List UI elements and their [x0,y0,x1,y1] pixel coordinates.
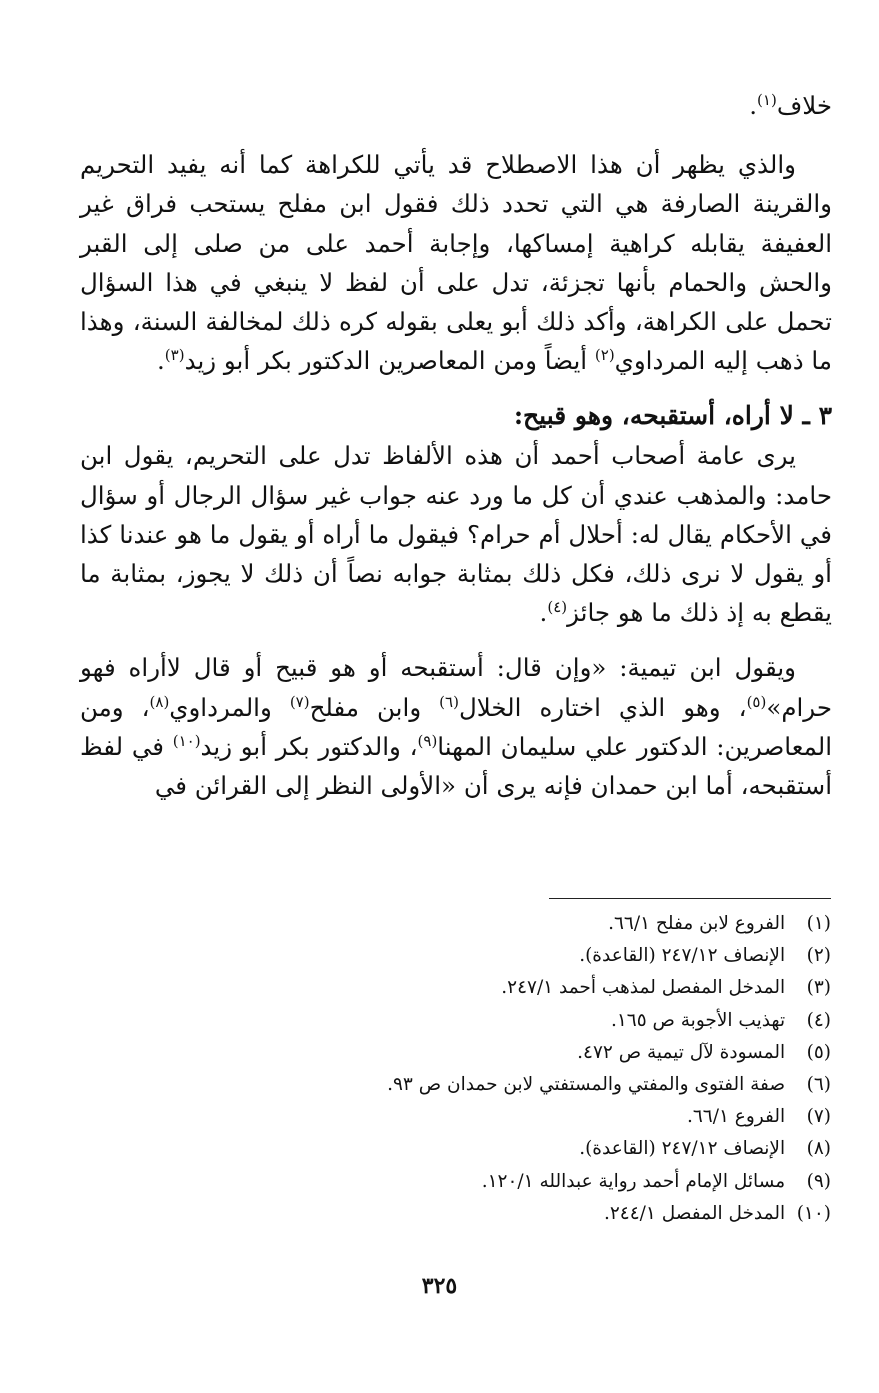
footnote-number: (١٠) [796,1202,831,1224]
footnote-separator [549,898,831,899]
paragraph-2 [80,436,832,632]
footnote-ref-2: (٢) [594,346,615,365]
footnote-text: المدخل المفصل لمذهب أحمد ٢٤٧/١. [501,977,786,999]
footnote-text: الفروع لابن مفلح ٦٦/١. [608,913,786,934]
footnote-text: الإنصاف ٢٤٧/١٢ (القاعدة). [579,1138,786,1160]
footnote-number: (٦) [806,1074,831,1096]
footnote-item [111,1198,831,1230]
footnote-text: صفة الفتوى والمفتي والمستفتي لابن حمدان ص ٩٣. [387,1074,786,1096]
footnote-number: (١) [806,913,831,934]
paragraph-1-text-a: والذي يظهر أن هذا الاصطلاح قد يأتي للكراهة كما أنه يفيد التحريم والقرينة الصارفة هي التي تحدد ذلك فقول ابن مفلح يستحب فراق غير العفيفة يقابله كراهية إمساكها، وإجابة أحمد على من صلى إلى القبر والحش والحمام بأنها تجزئة، تدل على أن لفظ لا ينبغي في هذا السؤال تحمل على الكراهة، وأكد ذلك أبو يعلى بقوله كره ذلك لمخالفة السنة، وهذا ما ذهب إليه المرداوي [80,150,833,376]
footnote-text: المسودة لآل تيمية ص ٤٧٢. [577,1041,786,1063]
page-number: ٣٢٥ [421,1273,458,1299]
footnote-number: (٩) [806,1170,831,1192]
footnote-item [111,1166,831,1198]
footnote-item [111,1037,831,1069]
footnote-ref-10: (١٠) [172,731,201,750]
footnote-ref-6: (٦) [439,692,459,711]
footnote-item [111,908,831,940]
footnote-number: (٣) [806,977,831,999]
footnote-text: الفروع ٦٦/١. [686,1106,786,1128]
paragraph-3-text-e: ، ومن المعاصرين: الدكتور علي سليمان المهنا [80,692,833,761]
footnote-ref-9: (٩) [417,731,438,750]
footnote-number: (٤) [806,1009,831,1031]
footnote-ref-7: (٧) [289,692,310,711]
footnote-ref-1: (١) [757,91,777,109]
carry-end: . [749,91,758,120]
carry-over-line [80,86,832,125]
paragraph-2-text-b: . [539,598,548,628]
footnote-ref-8: (٨) [149,692,170,711]
footnote-number: (٧) [806,1106,831,1128]
footnote-text: تهذيب الأجوبة ص ١٦٥. [610,1009,786,1031]
carry-text: خلاف [776,91,832,120]
paragraph-3-text-b: ، وهو الذي اختاره الخلال [458,692,747,722]
footnote-ref-5: (٥) [746,692,767,711]
footnote-item [111,972,831,1004]
paragraph-1-text-b: أيضاً ومن المعاصرين الدكتور بكر أبو زيد [184,346,595,376]
footnote-item [111,940,831,972]
paragraph-3-text-a: ويقول ابن تيمية: «وإن قال: أستقبحه أو هو قبيح أو قال لاأراه فهو حرام» [80,653,832,722]
footnote-number: (٨) [806,1138,831,1160]
section-heading: ٣ ـ لا أراه، أستقبحه، وهو قبيح: [513,401,832,431]
footnote-ref-4: (٤) [547,598,568,617]
footnote-number: (٥) [806,1041,831,1063]
paragraph-3-text-c: وابن مفلح [309,692,440,722]
footnote-text: مسائل الإمام أحمد رواية عبدالله ١٢٠/١. [481,1170,786,1192]
footnote-text: الإنصاف ٢٤٧/١٢ (القاعدة). [579,945,786,967]
paragraph-3 [80,648,832,805]
footnote-item [111,1133,831,1165]
paragraph-3-text-d: والمرداوي [169,692,290,722]
footnote-item [111,1101,831,1133]
footnote-ref-3: (٣) [164,346,185,365]
page-body [80,86,832,805]
paragraph-1 [80,145,832,380]
footnote-number: (٢) [806,945,831,967]
paragraph-2-text-a: يرى عامة أصحاب أحمد أن هذه الألفاظ تدل على التحريم، يقول ابن حامد: والمذهب عندي أن كل ما ورد عنه جواب غير سؤال الرجال أو سؤال في الأحكام يقال له: أحلال أم حرام؟ فيقول ما أراه أو يقول ما هو عندنا كذا أو يقول لا نرى ذلك، فكل ذلك بمثابة جوابه نصاً أن ذلك لا يجوز، بمثابة ما يقطع به إذ ذلك ما هو جائز [80,441,832,628]
paragraph-3-text-g: في لفظ أستقبحه، أما ابن حمدان فإنه يرى أن «الأولى النظر إلى القرائن في [80,731,832,801]
paragraph-1-text-c: . [157,346,165,376]
footnote-item [111,1005,831,1037]
footnotes-list [111,908,831,1230]
footnote-text: المدخل المفصل ٢٤٤/١. [603,1202,786,1224]
paragraph-3-text-f: ، والدكتور بكر أبو زيد [200,731,418,761]
footnote-item [111,1069,831,1101]
